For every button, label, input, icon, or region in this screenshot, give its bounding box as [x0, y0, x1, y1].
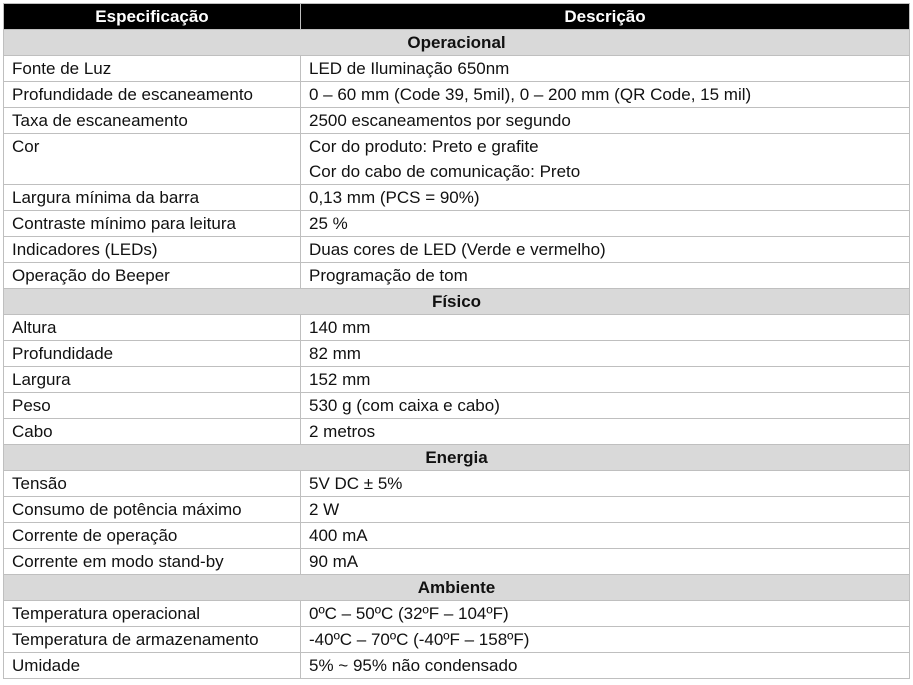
spec-cell: Umidade	[4, 653, 301, 679]
section-title: Energia	[4, 445, 910, 471]
description-cell	[301, 263, 910, 289]
description-cell	[301, 549, 910, 575]
table-row	[4, 393, 910, 419]
description-line: 90 mA	[309, 552, 359, 571]
description-cell	[301, 108, 910, 134]
table-row	[4, 82, 910, 108]
spec-cell: Temperatura operacional	[4, 601, 301, 627]
description-cell	[301, 211, 910, 237]
table-row	[4, 549, 910, 575]
description-cell	[301, 82, 910, 108]
spec-cell: Contraste mínimo para leitura	[4, 211, 301, 237]
description-line: 2 metros	[309, 422, 376, 441]
table-row	[4, 523, 910, 549]
spec-cell: Largura	[4, 367, 301, 393]
header-description: Descrição	[301, 4, 910, 30]
description-cell	[301, 471, 910, 497]
table-row	[4, 134, 910, 185]
description-cell	[301, 601, 910, 627]
description-line: Programação de tom	[309, 266, 468, 285]
table-row	[4, 367, 910, 393]
description-cell	[301, 523, 910, 549]
description-cell	[301, 497, 910, 523]
description-cell	[301, 185, 910, 211]
spec-cell: Taxa de escaneamento	[4, 108, 301, 134]
description-line: 82 mm	[309, 344, 361, 363]
section-title: Operacional	[4, 30, 910, 56]
spec-cell: Profundidade	[4, 341, 301, 367]
spec-cell: Cor	[4, 134, 301, 185]
description-cell	[301, 134, 910, 185]
description-cell	[301, 627, 910, 653]
description-line: 400 mA	[309, 526, 368, 545]
description-line: -40ºC – 70ºC (-40ºF – 158ºF)	[309, 630, 530, 649]
spec-cell: Corrente de operação	[4, 523, 301, 549]
table-row	[4, 601, 910, 627]
description-line: 5V DC ± 5%	[309, 474, 403, 493]
spec-cell: Profundidade de escaneamento	[4, 82, 301, 108]
section-header-row	[4, 445, 910, 471]
description-cell	[301, 653, 910, 679]
table-row	[4, 315, 910, 341]
description-line: Cor do produto: Preto e grafite	[309, 137, 539, 156]
table-row	[4, 211, 910, 237]
description-line: Duas cores de LED (Verde e vermelho)	[309, 240, 606, 259]
section-title: Ambiente	[4, 575, 910, 601]
spec-cell: Altura	[4, 315, 301, 341]
spec-cell: Corrente em modo stand-by	[4, 549, 301, 575]
spec-cell: Cabo	[4, 419, 301, 445]
table-row	[4, 108, 910, 134]
table-row	[4, 497, 910, 523]
description-line: 0,13 mm (PCS = 90%)	[309, 188, 480, 207]
spec-cell: Indicadores (LEDs)	[4, 237, 301, 263]
table-body	[4, 30, 910, 679]
description-cell	[301, 393, 910, 419]
section-header-row	[4, 575, 910, 601]
spec-cell: Fonte de Luz	[4, 56, 301, 82]
table-row	[4, 471, 910, 497]
table-row	[4, 263, 910, 289]
header-specification: Especificação	[4, 4, 301, 30]
table-row	[4, 341, 910, 367]
section-header-row	[4, 289, 910, 315]
description-line: 2500 escaneamentos por segundo	[309, 111, 571, 130]
table-row	[4, 185, 910, 211]
spec-cell: Consumo de potência máximo	[4, 497, 301, 523]
description-cell	[301, 56, 910, 82]
section-header-row	[4, 30, 910, 56]
description-line: 5% ~ 95% não condensado	[309, 656, 518, 675]
spec-cell: Operação do Beeper	[4, 263, 301, 289]
spec-cell: Largura mínima da barra	[4, 185, 301, 211]
description-line: 140 mm	[309, 318, 371, 337]
spec-cell: Temperatura de armazenamento	[4, 627, 301, 653]
table-row	[4, 627, 910, 653]
description-cell	[301, 237, 910, 263]
description-line: 530 g (com caixa e cabo)	[309, 396, 500, 415]
description-line: 0ºC – 50ºC (32ºF – 104ºF)	[309, 604, 509, 623]
table-row	[4, 56, 910, 82]
description-cell	[301, 341, 910, 367]
table-row	[4, 653, 910, 679]
spec-cell: Tensão	[4, 471, 301, 497]
spec-cell: Peso	[4, 393, 301, 419]
description-line: 25 %	[309, 214, 348, 233]
description-line: LED de Iluminação 650nm	[309, 59, 510, 78]
specification-table	[3, 3, 910, 679]
description-cell	[301, 315, 910, 341]
description-cell	[301, 367, 910, 393]
section-title: Físico	[4, 289, 910, 315]
table-row	[4, 419, 910, 445]
description-line: 152 mm	[309, 370, 371, 389]
description-cell	[301, 419, 910, 445]
description-line: 0 – 60 mm (Code 39, 5mil), 0 – 200 mm (QR Code, 15 mil)	[309, 85, 752, 104]
table-header-row	[4, 4, 910, 30]
description-line: Cor do cabo de comunicação: Preto	[309, 162, 581, 181]
description-line: 2 W	[309, 500, 340, 519]
table-row	[4, 237, 910, 263]
